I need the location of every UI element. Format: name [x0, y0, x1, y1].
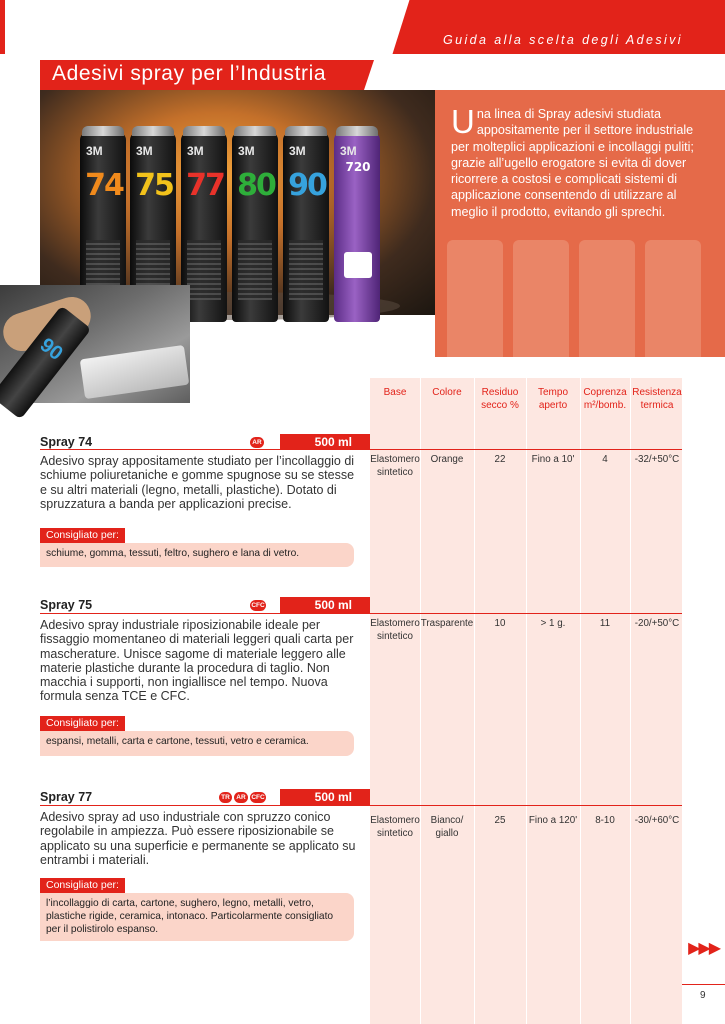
recommended-uses: l’incollaggio di carta, cartone, sughero, legno, metalli, vetro, plastiche rigide, ceramica, intonaco. Particolarmente consigliato per il polistirolo espanso. [40, 893, 354, 941]
column-divider [474, 378, 475, 1024]
product-badge: AR [234, 792, 248, 803]
spec-open-time: Fino a 10' [531, 454, 575, 465]
can-cap [183, 126, 225, 136]
column-divider [580, 378, 581, 1024]
recommended-label: Consigliato per: [40, 528, 125, 543]
spec-base: Elastomero sintetico [370, 618, 420, 642]
column-header-residue: Residuo secco % [481, 387, 519, 411]
column-header-base: Base [383, 387, 407, 398]
spec-color: Orange [430, 454, 464, 465]
spec-coverage: 11 [599, 618, 611, 629]
product-divider [40, 805, 682, 806]
product-volume: 500 ml [314, 790, 352, 804]
product-badge: AR [250, 437, 264, 448]
header-white-area [0, 0, 410, 54]
ghost-can [513, 240, 569, 357]
spec-open-time: Fino a 120' [528, 815, 578, 826]
spec-residue: 22 [494, 454, 506, 465]
can-number: 77 [186, 168, 224, 203]
spec-color: Trasparente [420, 618, 474, 629]
can-number: 74 [85, 168, 123, 203]
can-brand: 3M [238, 144, 255, 158]
spec-base: Elastomero sintetico [370, 454, 420, 478]
product-description: Adesivo spray appositamente studiato per l’incollaggio di schiume poliuretaniche e gomme spugnose su se stesse e su altri materiali (legno, metalli, plastiche). Dotato di spruzzatura a banda per applicazioni precise. [40, 454, 355, 511]
can-cap [234, 126, 276, 136]
product-divider [40, 449, 682, 450]
volume-bar [280, 597, 370, 613]
product-name: Spray 75 [40, 598, 93, 612]
tshirt-icon [344, 252, 372, 278]
column-divider [420, 378, 421, 1024]
ghost-can [447, 240, 503, 357]
spec-open-time: > 1 g. [540, 618, 566, 629]
spec-base: Elastomero sintetico [370, 815, 420, 839]
can-cap [132, 126, 174, 136]
can-cap [82, 126, 124, 136]
spec-resistance: -20/+50°C [634, 618, 680, 629]
intro-body: na linea di Spray adesivi studiata appositamente per il settore industriale per molteplici applicazioni e incollaggi puliti; grazie all’ugello erogatore si evita di dover ricorrere a costosi e complicati sistemi di applicazione consentendo di utilizzare al meglio il prodotto, evitando gli sprechi. [451, 107, 694, 219]
spec-resistance: -32/+50°C [634, 454, 680, 465]
recommended-label: Consigliato per: [40, 716, 125, 731]
intro-text [451, 103, 701, 220]
recommended-uses: schiume, gomma, tessuti, feltro, sughero e lana di vetro. [40, 543, 354, 567]
product-description: Adesivo spray industriale riposizionabile ideale per fissaggio momentaneo di materiali leggeri quali carta per mascherature. Unisce sagome di materiale leggero alle materie plastiche durante la procedura di taglio. Non macchia i supporti, non ingiallisce nel tempo. Nuova formula senza TCE e CFC. [40, 618, 354, 704]
can-number: 75 [135, 168, 173, 203]
can-number: 720 [345, 160, 371, 174]
spray-can-80 [232, 132, 278, 322]
column-divider [630, 378, 631, 1024]
header-left-bar [0, 0, 5, 54]
ghost-can [645, 240, 701, 357]
spec-residue: 10 [494, 618, 506, 629]
column-header-open-time: Tempo aperto [537, 387, 568, 411]
page-number: 9 [700, 990, 706, 1001]
ghost-can [579, 240, 635, 357]
can-brand: 3M [289, 144, 306, 158]
can-brand: 3M [187, 144, 204, 158]
can-number: 80 [237, 168, 275, 203]
spec-residue: 25 [494, 815, 506, 826]
column-header-coverage: Coprenza m²/bomb. [583, 387, 627, 411]
column-divider [526, 378, 527, 1024]
volume-bar [280, 434, 370, 450]
spray-can-720 [334, 132, 380, 322]
can-brand: 3M [86, 144, 103, 158]
inset-can-number: 90 [35, 333, 67, 366]
page-title: Adesivi spray per l’Industria [52, 62, 327, 85]
recommended-label: Consigliato per: [40, 878, 125, 893]
can-brand: 3M [136, 144, 153, 158]
column-header-color: Colore [432, 387, 462, 398]
spec-coverage: 8-10 [595, 815, 615, 826]
product-badge: CFC [251, 602, 265, 609]
product-description: Adesivo spray ad uso industriale con spruzzo conico regolabile in ampiezza. Può essere riposizionabile se applicato su una superficie e permanente se applicato su entrambi i materiali. [40, 810, 356, 867]
can-label [289, 240, 323, 300]
can-cap [336, 126, 378, 136]
header-diagonal [370, 0, 430, 54]
product-volume: 500 ml [314, 598, 352, 612]
next-page-arrows-icon: ▶▶▶ [688, 940, 719, 957]
can-cap [285, 126, 327, 136]
guide-title: Guida alla scelta degli Adesivi [442, 33, 683, 47]
spray-can-90 [283, 132, 329, 322]
can-label [238, 240, 272, 300]
product-name: Spray 77 [40, 790, 93, 804]
product-divider [40, 613, 682, 614]
can-number: 90 [288, 168, 326, 203]
product-name: Spray 74 [40, 435, 93, 449]
footer-line [682, 984, 725, 985]
column-header-resistance: Resistenza termica [632, 387, 682, 411]
spec-resistance: -30/+60°C [634, 815, 680, 826]
title-bar-diagonal [350, 60, 374, 90]
can-brand: 3M [340, 144, 357, 158]
intro-dropcap: U [451, 103, 475, 140]
product-badge: CFC [251, 794, 265, 801]
recommended-uses: espansi, metalli, carta e cartone, tessuti, vetro e ceramica. [40, 731, 354, 756]
volume-bar [280, 789, 370, 805]
product-volume: 500 ml [314, 435, 352, 449]
spec-coverage: 4 [602, 454, 608, 465]
spec-color: Bianco/ giallo [430, 815, 464, 839]
can-label [187, 240, 221, 300]
product-badge: TR [219, 792, 232, 803]
